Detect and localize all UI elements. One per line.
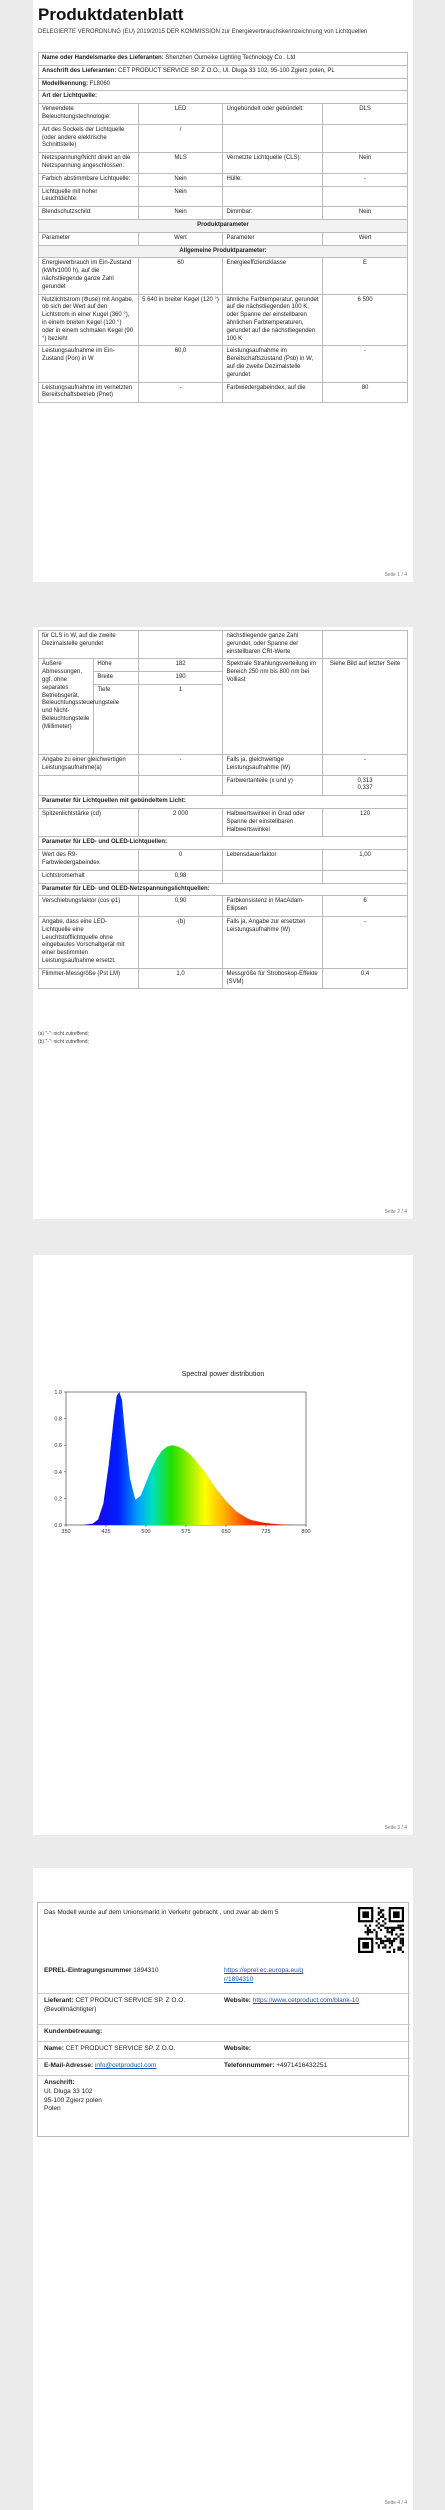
param-cell: Angabe, dass eine LED-Lichtquelle eine Leuchtstofflichtquelle ohne eingebautes Vorschaltgerät mit einer bestimmten Leistungsaufnahme ersetzt.	[39, 916, 139, 968]
value-cell: 0,90	[138, 896, 223, 917]
param-cell: Farbkonsistenz in MacAdam-Ellipsen	[223, 896, 323, 917]
param-cell: Ungebündelt oder gebündelt:	[223, 104, 323, 125]
param-cell: Flimmer-Messgröße (Pst LM)	[39, 968, 139, 989]
x-tick-label: 500	[141, 1529, 151, 1535]
col-parameter: Parameter	[223, 232, 323, 245]
dim-key: Höhe	[94, 659, 138, 672]
eprel-link[interactable]: https://eprel.ec.europa.eu/qr/1894310	[224, 1967, 304, 1983]
value-cell: 0	[138, 850, 223, 871]
param-cell: Wert des R9-Farbwiedergabeindex	[39, 850, 139, 871]
value-cell: 0,98	[138, 870, 223, 883]
supplier-address-row: Anschrift des Lieferanten: CET PRODUCT SERVICE SP. Z O.O., Ul. Dluga 33 102, 95-100 Zgierz polen, PL	[39, 65, 408, 78]
param-cell	[223, 870, 323, 883]
table-row	[39, 294, 408, 346]
param-cell: Lichtquelle mit hoher Leuchtdichte:	[39, 186, 139, 207]
value-cell: Nein	[138, 173, 223, 186]
light-source-type-row: Art der Lichtquelle:	[39, 91, 408, 104]
value-cell	[138, 631, 223, 659]
page-number: Seite 3 / 4	[384, 1825, 407, 1831]
table-row	[39, 258, 408, 294]
dim-key: Breite	[94, 672, 138, 685]
param-cell: Halbwertswinkel in Grad oder Spanne der einstellbaren Halbwertswinkel	[223, 808, 323, 836]
param-cell: Art des Sockels der Lichtquelle (oder andere elektrische Schnittstelle)	[39, 124, 139, 152]
value-cell: LED	[138, 104, 223, 125]
dim-value: 182	[138, 659, 223, 672]
phone-field: Telefonnummer: +4971416432251	[224, 2062, 328, 2069]
value-cell: E	[323, 258, 408, 294]
qr-code-icon[interactable]	[358, 1907, 404, 1953]
param-cell	[223, 124, 323, 152]
value-cell	[323, 870, 408, 883]
param-cell: Spitzenlichtstärke (cd)	[39, 808, 139, 836]
website-link[interactable]: https://www.cetproduct.com/blank-10	[252, 1997, 359, 2004]
footnote-a: (a) "-": nicht zutreffend;	[38, 1031, 89, 1037]
email-field: E-Mail-Adresse: info@cetproduct.com	[44, 2062, 157, 2069]
param-cell: Leistungsaufnahme im Ein-Zustand (Pon) in W	[39, 346, 139, 382]
table-row	[39, 173, 408, 186]
param-cell: Farbwiedergabeindex, auf die	[223, 382, 323, 403]
address-field: Anschrift: Ul. Dluga 33 102 95-100 Zgierz polen Polen	[44, 2079, 102, 2113]
value-cell: Nein	[323, 153, 408, 174]
param-cell: nächstliegende ganze Zahl gerundet, oder Spanne der einstellbaren CRI-Werte	[223, 631, 323, 659]
y-tick-label: 1.0	[54, 1390, 62, 1396]
page-1	[33, 0, 413, 582]
value-cell: DLS	[323, 104, 408, 125]
value-cell: Nein	[138, 207, 223, 220]
table-row	[39, 207, 408, 220]
value-cell: Nein	[138, 186, 223, 207]
param-cell: Leistungsaufnahme im vernetzten Bereitschaftsbetrieb (Pnet)	[39, 382, 139, 403]
footnote-b: (b) "-": nicht zutreffend;	[38, 1038, 89, 1045]
param-cell: Farbwertanteile (x und y)	[223, 775, 323, 796]
x-tick-label: 350	[61, 1529, 71, 1535]
value-cell: 2 000	[138, 808, 223, 836]
value-cell: 0,313 0,337	[323, 775, 408, 796]
table-row	[39, 124, 408, 152]
dimensions-label: Äußere Abmessungen, ggf. ohne separates Betriebsgerät, Beleuchtungssteuerungsteile und Nicht-Beleuchtungsteile (Millimeter)	[39, 659, 94, 755]
value-cell: 0,4	[323, 968, 408, 989]
param-cell: Farbich abstimmbare Lichtquelle:	[39, 173, 139, 186]
value-cell: 60	[138, 258, 223, 294]
col-parameter: Parameter	[39, 232, 139, 245]
value-cell	[323, 124, 408, 152]
dim-value: 190	[138, 672, 223, 685]
market-intro: Das Modell wurde auf dem Unionsmarkt in Verkehr gebracht , und zwar ab dem 5	[44, 1909, 279, 1916]
page-number: Seite 1 / 4	[384, 572, 407, 578]
section-header: Parameter für LED- und OLED-Lichtquellen:	[39, 837, 408, 850]
param-cell: Vernetzte Lichtquelle (CLS):	[223, 153, 323, 174]
y-tick-label: 0.0	[54, 1523, 62, 1529]
x-tick-label: 575	[181, 1529, 191, 1535]
chart-title: Spectral power distribution	[181, 1371, 265, 1378]
param-cell: Energieeffizienzklasse	[223, 258, 323, 294]
model-row: Modellkennung: FL8060	[39, 78, 408, 91]
param-cell: Verwendete Beleuchtungstechnologie:	[39, 104, 139, 125]
param-cell: Lichtstromerhalt	[39, 870, 139, 883]
param-cell: Netzspannung/Nicht direkt an die Netzspannung angeschlossen:	[39, 153, 139, 174]
param-cell: Angabe zu einer gleichwertigen Leistungsaufnahme(a)	[39, 754, 139, 775]
param-cell: Leistungsaufnahme im Bereitschaftszustand (Psb) in W, auf die zweite Dezimalstelle gerundet	[223, 346, 323, 382]
page-2	[33, 627, 413, 1219]
param-cell: Hülle:	[223, 173, 323, 186]
param-cell: Energieverbrauch im Ein-Zustand (kWh/1000 h), auf die nächstliegende ganze Zahl gerundet	[39, 258, 139, 294]
x-tick-label: 800	[301, 1529, 311, 1535]
dim-key: Tiefe	[94, 684, 138, 754]
param-cell: ähnliche Farbtemperatur, gerundet auf die nächstliegenden 100 K, oder Spanne der einstellbaren ähnlichen Farbtemperaturen, gerundet auf die nächstliegenden 100 K	[223, 294, 323, 346]
param-cell: Nutzlichtstrom (Φuse) mit Angabe, ob sich der Wert auf den Lichtstrom in einer Kugel (360 °), in einem breiten Kegel (120 °) oder in einem schmalen Kegel (90 °) bezieht	[39, 294, 139, 346]
general-params-header: Allgemeine Produktparameter:	[39, 245, 408, 258]
website2-field: Website:	[224, 2045, 251, 2052]
value-cell: 6	[323, 896, 408, 917]
supplier-name-row: Name oder Handelsmarke des Lieferanten: Shenzhen Oumeike Lighting Technology Co . Ltd	[39, 53, 408, 66]
page-3	[33, 1255, 413, 1835]
spd-value: Siehe Bild auf letzter Seite	[323, 659, 408, 755]
email-link[interactable]: info@cetproduct.com	[94, 2062, 157, 2069]
table-row	[39, 346, 408, 382]
document-title: Produktdatenblatt	[38, 5, 184, 24]
section-header: Parameter für Lichtquellen mit gebündeltem Licht:	[39, 796, 408, 809]
supplier-field: Lieferant: CET PRODUCT SERVICE SP. Z O.O. (Bevollmächtigter)	[44, 1997, 186, 2013]
col-wert: Wert	[138, 232, 223, 245]
param-cell	[223, 186, 323, 207]
website-field: Website: https://www.cetproduct.com/blank-10	[224, 1997, 359, 2004]
table-row	[39, 153, 408, 174]
spectrum-area	[82, 1392, 295, 1525]
value-cell: -	[323, 916, 408, 968]
param-cell: Lebensdauerfaktor	[223, 850, 323, 871]
value-cell: 6 500	[323, 294, 408, 346]
value-cell: 60,0	[138, 346, 223, 382]
value-cell: -	[138, 754, 223, 775]
spd-label: Spektrale Strahlungsverteilung im Bereich 250 nm bis 800 nm bei Volllast	[223, 659, 323, 755]
param-cell: Verschiebungsfaktor (cos φ1)	[39, 896, 139, 917]
eprel-field: EPREL-Eintragungsnummer 1894310	[44, 1967, 159, 1974]
value-cell: -	[323, 173, 408, 186]
y-tick-label: 0.4	[54, 1469, 62, 1476]
y-tick-label: 0.2	[54, 1496, 62, 1503]
param-cell: Messgröße für Stroboskop-Effekte (SVM)	[223, 968, 323, 989]
name-field: Name: CET PRODUCT SERVICE SP. Z O.O.	[44, 2045, 176, 2052]
page-4	[33, 1868, 413, 2510]
param-cell: Blendschutzschild:	[39, 207, 139, 220]
x-tick-label: 650	[221, 1529, 231, 1535]
value-cell: 5 640 in breiter Kegel (120 °)	[138, 294, 223, 346]
spectral-power-chart	[33, 1255, 413, 1555]
section-header: Parameter für LED- und OLED-Netzspannungslichtquellen:	[39, 883, 408, 896]
dim-value: 1	[138, 684, 223, 754]
table-row	[39, 382, 408, 403]
value-cell: /	[138, 124, 223, 152]
table-row	[39, 186, 408, 207]
y-tick-label: 0.8	[54, 1416, 62, 1423]
value-cell: 120	[323, 808, 408, 836]
page-number: Seite 2 / 4	[384, 1209, 407, 1215]
product-params-continued-table	[38, 630, 408, 989]
value-cell: -	[323, 754, 408, 775]
value-cell: Nein	[323, 207, 408, 220]
value-cell: 1,0	[138, 968, 223, 989]
x-tick-label: 425	[101, 1529, 111, 1535]
x-tick-label: 725	[261, 1529, 271, 1535]
param-cell: Falls ja, Angabe zur ersetzten Leistungsaufnahme (W)	[223, 916, 323, 968]
footnotes	[38, 1031, 89, 1046]
value-cell: -(b)	[138, 916, 223, 968]
product-info-table	[38, 52, 408, 403]
info-frame	[37, 1902, 409, 2137]
table-row	[39, 104, 408, 125]
value-cell	[323, 631, 408, 659]
value-cell: -	[323, 346, 408, 382]
value-cell: MLS	[138, 153, 223, 174]
y-tick-label: 0.6	[54, 1443, 62, 1450]
param-cell: Dimmbar:	[223, 207, 323, 220]
page-number: Seite 4 / 4	[384, 2500, 407, 2506]
value-cell: 1,00	[323, 850, 408, 871]
customer-service-label: Kundenbetreuung:	[44, 2028, 103, 2035]
value-cell: 80	[323, 382, 408, 403]
param-cell: für CLS in W, auf die zweite Dezimalstelle gerundet	[39, 631, 139, 659]
param-cell: Falls ja, gleichwertige Leistungsaufnahme (W)	[223, 754, 323, 775]
regulation-intro: DELEGIERTE VERORDNUNG (EU) 2019/2015 DER KOMMISSION zur Energieverbrauchskennzeichnung von Lichtquellen	[38, 29, 368, 35]
col-wert: Wert	[323, 232, 408, 245]
value-cell	[323, 186, 408, 207]
product-params-header: Produktparameter	[39, 219, 408, 232]
value-cell: -	[138, 382, 223, 403]
